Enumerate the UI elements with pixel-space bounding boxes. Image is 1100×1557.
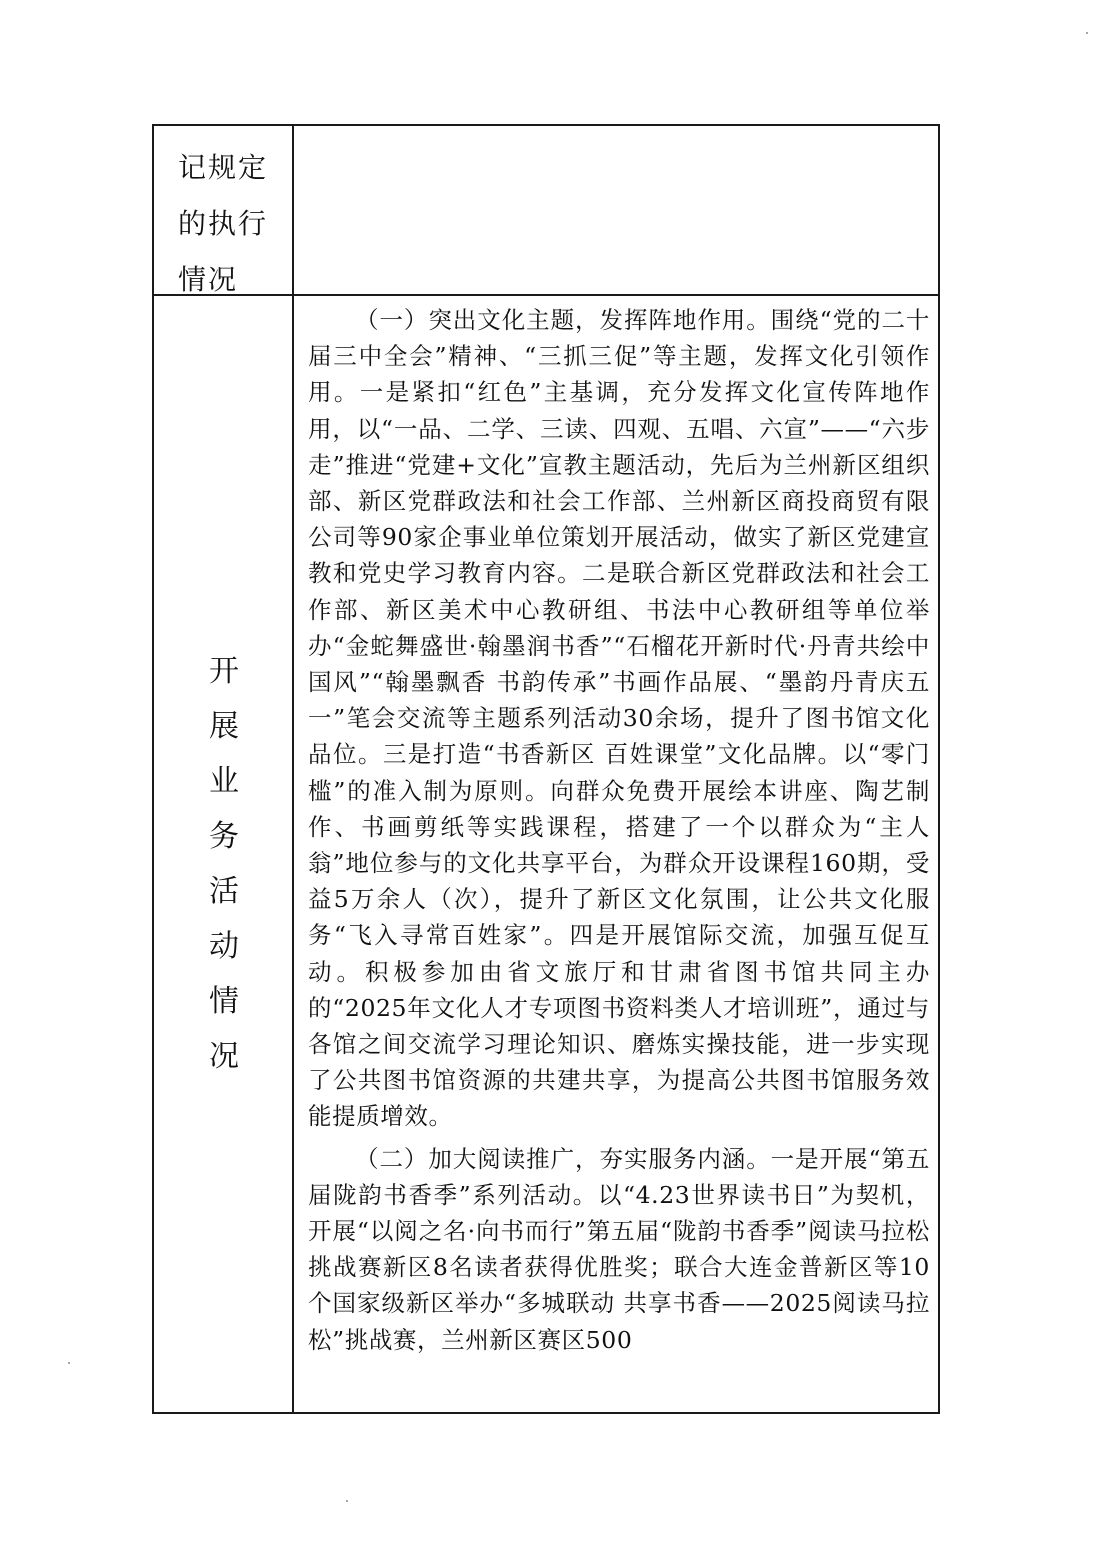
label-char: 情 — [209, 984, 239, 1019]
paragraph-cultural-theme: （一）突出文化主题，发挥阵地作用。围绕“党的二十届三中全会”精神、“三抓三促”等主题，发挥文化引领作用。一是紧扣“红色”主基调，充分发挥文化宣传阵地作用，以“一品、二学、三读、四观、五唱、六宣”——“六步走”推进“党建+文化”宣教主题活动，先后为兰州新区组织部、新区党群政法和社会工作部、兰州新区商投商贸有限公司等90家企事业单位策划开展活动，做实了新区党建宣教和党史学习教育内容。二是联合新区党群政法和社会工作部、新区美术中心教研组、书法中心教研组等单位举办“金蛇舞盛世·翰墨润书香”“石榴花开新时代·丹青共绘中国风”“翰墨飘香 书韵传承”书画作品展、“墨韵丹青庆五一”笔会交流等主题系列活动30余场，提升了图书馆文化品位。三是打造“书香新区 百姓课堂”文化品牌。以“零门槛”的准入制为原则。向群众免费开展绘本讲座、陶艺制作、书画剪纸等实践课程，搭建了一个以群众为“主人翁”地位参与的文化共享平台，为群众开设课程160期，受益5万余人（次），提升了新区文化氛围，让公共文化服务“飞入寻常百姓家”。四是开展馆际交流，加强互促互动。积极参加由省文旅厅和甘肃省图书馆共同主办的“2025年文化人才专项图书资料类人才培训班”，通过与各馆之间交流学习理论知识、磨炼实操技能，进一步实现了公共图书馆资源的共建共享，为提高公共图书馆服务效能提质增效。 — [308, 306, 930, 1131]
label-char: 动 — [209, 929, 239, 964]
paragraph-reading-promotion: （二）加大阅读推广，夯实服务内涵。一是开展“第五届陇韵书香季”系列活动。以“4.23世界读书日”为契机，开展“以阅之名·向书而行”第五届“陇韵书香季”阅读马拉松挑战赛新区8名读者获得优胜奖；联合大连金普新区等10个国家级新区举办“多城联动 共享书香——2025阅读马拉松”挑战赛，兰州新区赛区500 — [308, 1144, 930, 1354]
regulation-execution-label — [178, 140, 278, 308]
label-char: 开 — [209, 654, 239, 689]
row-label-cell — [154, 296, 294, 1412]
label-char: 展 — [209, 709, 239, 744]
table-row-regulation-execution — [154, 126, 938, 296]
label-line-2: 的执行 — [178, 207, 269, 240]
business-activities-label — [154, 644, 294, 1084]
scan-speck — [346, 1500, 348, 1502]
scan-speck — [68, 1362, 70, 1364]
regulation-execution-content — [294, 126, 938, 294]
label-line-1: 记规定 — [178, 151, 269, 184]
label-char: 务 — [209, 819, 239, 854]
table-row-business-activities — [154, 296, 938, 1412]
label-line-3-text: 情况 — [178, 263, 239, 296]
row-label-cell — [154, 126, 294, 294]
activities-body-text — [308, 302, 930, 1358]
report-table — [152, 124, 940, 1414]
label-char: 活 — [209, 874, 239, 909]
scan-speck — [1086, 32, 1088, 34]
label-char: 况 — [209, 1039, 239, 1074]
label-char: 业 — [209, 764, 239, 799]
business-activities-content — [294, 296, 938, 1412]
